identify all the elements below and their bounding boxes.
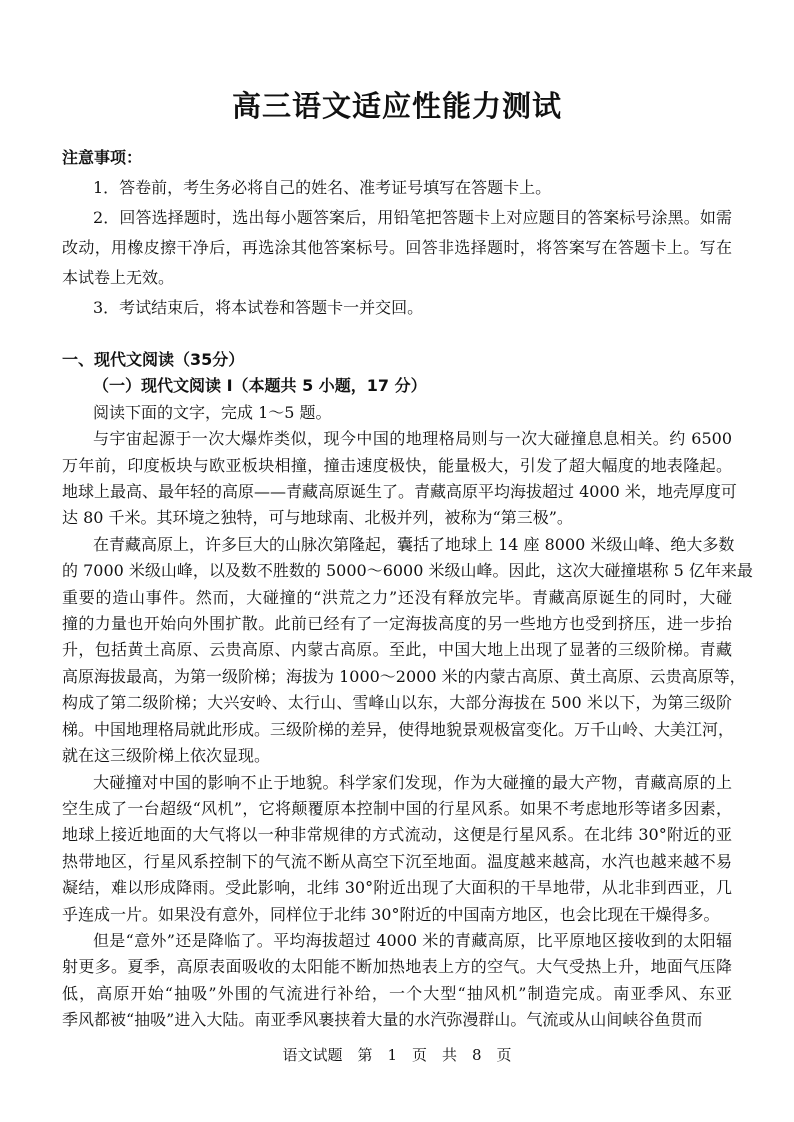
text-line: 改动，用橡皮擦干净后，再选涂其他答案标号。回答非选择题时，将答案写在答题卡上。写在 [62, 238, 732, 257]
notice-items [62, 173, 732, 323]
paragraph [62, 770, 732, 928]
paragraph [62, 532, 753, 770]
text-line: 空生成了一台超级“风机”，它将颠覆原本控制中国的行星风系。如果不考虑地形等诸多因素， [62, 798, 732, 818]
text-line: 构成了第二级阶梯；大兴安岭、太行山、雪峰山以东，大部分海拔在 500 米以下，为第三级阶 [62, 693, 732, 713]
passage [62, 426, 753, 1033]
paragraph [62, 928, 732, 1034]
text-line: 重要的造山事件。然而，大碰撞的“洪荒之力”还没有释放完毕。青藏高原诞生的同时，大碰 [62, 587, 732, 607]
notice-block [62, 143, 732, 323]
text-line: 高原海拔最高，为第一级阶梯；海拔为 1000～2000 米的内蒙古高原、黄土高原、云贵高原等， [62, 666, 746, 686]
text-line: 地球上接近地面的大气将以一种非常规律的方式流动，这便是行星风系。在北纬 30°附近的亚 [62, 825, 732, 845]
section-heading: 一、现代文阅读（35分） [62, 350, 245, 369]
subsection-heading: （一）现代文阅读 I（本题共 5 小题，17 分） [93, 376, 427, 396]
text-line: 1．答卷前，考生务必将自己的姓名、准考证号填写在答题卡上。 [93, 178, 552, 197]
text-line: 就在这三级阶梯上依次显现。 [62, 746, 271, 766]
text-line: 万年前，印度板块与欧亚板块相撞，撞击速度极快，能量极大，引发了超大幅度的地表隆起。 [62, 455, 732, 475]
notice-heading: 注意事项： [62, 148, 143, 167]
text-line: 低，高原开始“抽吸”外围的气流进行补给，一个大型“抽风机”制造完成。南亚季风、东亚 [62, 983, 732, 1003]
text-line: 热带地区，行星风系控制下的气流不断从高空下沉至地面。温度越来越高，水汽也越来越不易 [62, 851, 732, 871]
reading-section [62, 347, 753, 1034]
text-line: 地球上最高、最年轻的高原——青藏高原诞生了。青藏高原平均海拔超过 4000 米，地壳厚度可 [62, 482, 737, 502]
text-line: 但是“意外”还是降临了。平均海拔超过 4000 米的青藏高原，比平原地区接收到的太阳辐 [93, 930, 732, 950]
notice-item [62, 293, 732, 323]
text-line: 梯。中国地理格局就此形成。三级阶梯的差异，使得地貌景观极富变化。万千山岭、大美江河， [62, 719, 735, 739]
text-line: 本试卷上无效。 [62, 268, 175, 287]
text-line: 2．回答选择题时，选出每小题答案后，用铅笔把答题卡上对应题目的答案标号涂黑。如需 [93, 208, 732, 227]
text-line: 大碰撞对中国的影响不止于地貌。科学家们发现，作为大碰撞的最大产物，青藏高原的上 [93, 772, 732, 792]
text-line: 与宇宙起源于一次大爆炸类似，现今中国的地理格局则与一次大碰撞息息相关。约 6500 [93, 429, 732, 449]
page-title: 高三语文适应性能力测试 [231, 89, 562, 123]
page-footer: 语文试题 第 1 页 共 8 页 [282, 1046, 512, 1064]
text-line: 的 7000 米级山峰，以及数不胜数的 5000～6000 米级山峰。因此，这次大碰撞堪称 5 亿年来最 [62, 561, 753, 581]
text-line: 季风都被“抽吸”进入大陆。南亚季风裹挟着大量的水汽弥漫群山。气流或从山间峡谷鱼贯而 [62, 1010, 703, 1030]
paragraph [62, 426, 737, 532]
text-line: 3．考试结束后，将本试卷和答题卡一并交回。 [93, 298, 424, 317]
text-line: 乎连成一片。如果没有意外，同样位于北纬 30°附近的中国南方地区，也会比现在干燥得多。 [62, 904, 720, 924]
text-line: 射更多。夏季，高原表面吸收的太阳能不断加热地表上方的空气。大气受热上升，地面气压降 [62, 957, 732, 977]
notice-item [62, 173, 732, 203]
text-line: 撞的力量也开始向外围扩散。此前已经有了一定海拔高度的另一些地方也受到挤压，进一步抬 [62, 614, 732, 634]
text-line: 达 80 千米。其环境之独特，可与地球南、北极并列，被称为“第三极”。 [62, 508, 573, 528]
text-line: 升，包括黄土高原、云贵高原、内蒙古高原。至此，中国大地上出现了显著的三级阶梯。青藏 [62, 640, 732, 660]
text-line: 凝结，难以形成降雨。受此影响，北纬 30°附近出现了大面积的干旱地带，从北非到西亚，几 [62, 878, 732, 898]
notice-item [62, 203, 732, 293]
text-line: 在青藏高原上，许多巨大的山脉次第隆起，囊括了地球上 14 座 8000 米级山峰、绝大多数 [93, 534, 735, 554]
reading-instruction: 阅读下面的文字，完成 1～5 题。 [93, 402, 332, 422]
